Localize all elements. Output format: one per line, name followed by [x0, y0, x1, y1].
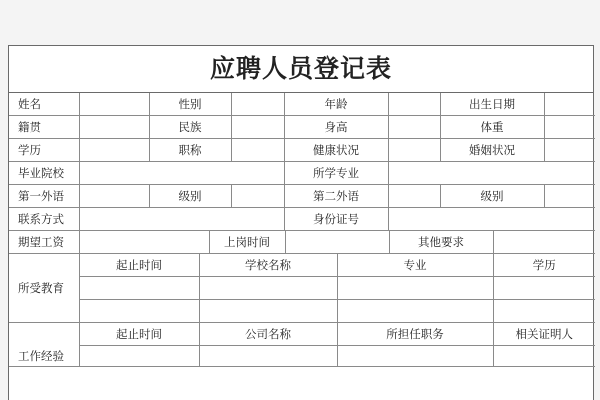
- label-weight: 体重: [440, 116, 544, 139]
- field-marital[interactable]: [544, 139, 595, 162]
- field-weight[interactable]: [544, 116, 595, 139]
- edu-cell-major[interactable]: [337, 277, 493, 300]
- work-cell-reference[interactable]: [493, 346, 595, 367]
- edu-cell-period[interactable]: [79, 277, 199, 300]
- field-graduate-school[interactable]: [79, 162, 284, 185]
- field-first-language[interactable]: [79, 185, 149, 208]
- label-birth-date: 出生日期: [440, 93, 544, 116]
- field-id-number[interactable]: [388, 208, 595, 231]
- form-row-contact: [9, 208, 595, 231]
- form-title: 应聘人员登记表: [9, 46, 593, 93]
- label-gender: 性别: [149, 93, 231, 116]
- field-health[interactable]: [388, 139, 440, 162]
- field-birth-date[interactable]: [544, 93, 595, 116]
- label-id-number: 身份证号: [284, 208, 388, 231]
- registration-form: [8, 45, 594, 400]
- edu-cell-school[interactable]: [199, 300, 337, 323]
- form-table: [9, 93, 595, 231]
- label-native-place: 籍贯: [9, 116, 79, 139]
- edu-cell-period[interactable]: [79, 300, 199, 323]
- work-header-position: 所担任职务: [337, 323, 493, 346]
- form-row-expectations: [9, 231, 595, 254]
- label-education-level: 学历: [9, 139, 79, 162]
- label-second-language: 第二外语: [284, 185, 388, 208]
- work-header-period: 起止时间: [79, 323, 199, 346]
- field-second-language[interactable]: [388, 185, 440, 208]
- label-age: 年龄: [284, 93, 388, 116]
- form-row-school: [9, 162, 595, 185]
- field-name[interactable]: [79, 93, 149, 116]
- work-cell-company[interactable]: [199, 346, 337, 367]
- field-ethnicity[interactable]: [231, 116, 284, 139]
- label-title: 职称: [149, 139, 231, 162]
- form-row-basic-1: [9, 93, 595, 116]
- edu-header-period: 起止时间: [79, 254, 199, 277]
- education-header-row: [9, 254, 595, 277]
- label-start-date: 上岗时间: [209, 231, 285, 254]
- edu-header-major: 专业: [337, 254, 493, 277]
- label-name: 姓名: [9, 93, 79, 116]
- education-entry-row: [9, 277, 595, 300]
- work-header-reference: 相关证明人: [493, 323, 595, 346]
- label-expected-salary: 期望工资: [9, 231, 79, 254]
- field-native-place[interactable]: [79, 116, 149, 139]
- label-ethnicity: 民族: [149, 116, 231, 139]
- form-row-basic-2: [9, 116, 595, 139]
- field-level-2[interactable]: [544, 185, 595, 208]
- edu-header-school: 学校名称: [199, 254, 337, 277]
- form-row-languages: [9, 185, 595, 208]
- label-education: 所受教育: [9, 254, 79, 323]
- label-major: 所学专业: [284, 162, 388, 185]
- edu-header-degree: 学历: [493, 254, 595, 277]
- work-cell-position[interactable]: [337, 346, 493, 367]
- label-level-1: 级别: [149, 185, 231, 208]
- label-graduate-school: 毕业院校: [9, 162, 79, 185]
- label-level-2: 级别: [440, 185, 544, 208]
- label-work-experience: 工作经验: [9, 323, 79, 367]
- label-height: 身高: [284, 116, 388, 139]
- field-contact[interactable]: [79, 208, 284, 231]
- field-age[interactable]: [388, 93, 440, 116]
- education-entry-row: [9, 300, 595, 323]
- work-header-company: 公司名称: [199, 323, 337, 346]
- education-section: [9, 254, 595, 323]
- edu-cell-major[interactable]: [337, 300, 493, 323]
- edu-cell-degree[interactable]: [493, 300, 595, 323]
- work-section: [9, 323, 595, 367]
- field-title[interactable]: [231, 139, 284, 162]
- form-row-basic-3: [9, 139, 595, 162]
- field-gender[interactable]: [231, 93, 284, 116]
- field-start-date[interactable]: [285, 231, 389, 254]
- edu-cell-degree[interactable]: [493, 277, 595, 300]
- field-other-requirements[interactable]: [493, 231, 595, 254]
- label-contact: 联系方式: [9, 208, 79, 231]
- field-expected-salary[interactable]: [79, 231, 209, 254]
- work-header-row: [9, 323, 595, 346]
- edu-cell-school[interactable]: [199, 277, 337, 300]
- field-education-level[interactable]: [79, 139, 149, 162]
- label-first-language: 第一外语: [9, 185, 79, 208]
- work-entry-row: [9, 346, 595, 367]
- label-marital: 婚姻状况: [440, 139, 544, 162]
- work-cell-period[interactable]: [79, 346, 199, 367]
- field-height[interactable]: [388, 116, 440, 139]
- label-other-requirements: 其他要求: [389, 231, 493, 254]
- field-major[interactable]: [388, 162, 595, 185]
- form-table-expectations: [9, 231, 595, 254]
- label-health: 健康状况: [284, 139, 388, 162]
- field-level-1[interactable]: [231, 185, 284, 208]
